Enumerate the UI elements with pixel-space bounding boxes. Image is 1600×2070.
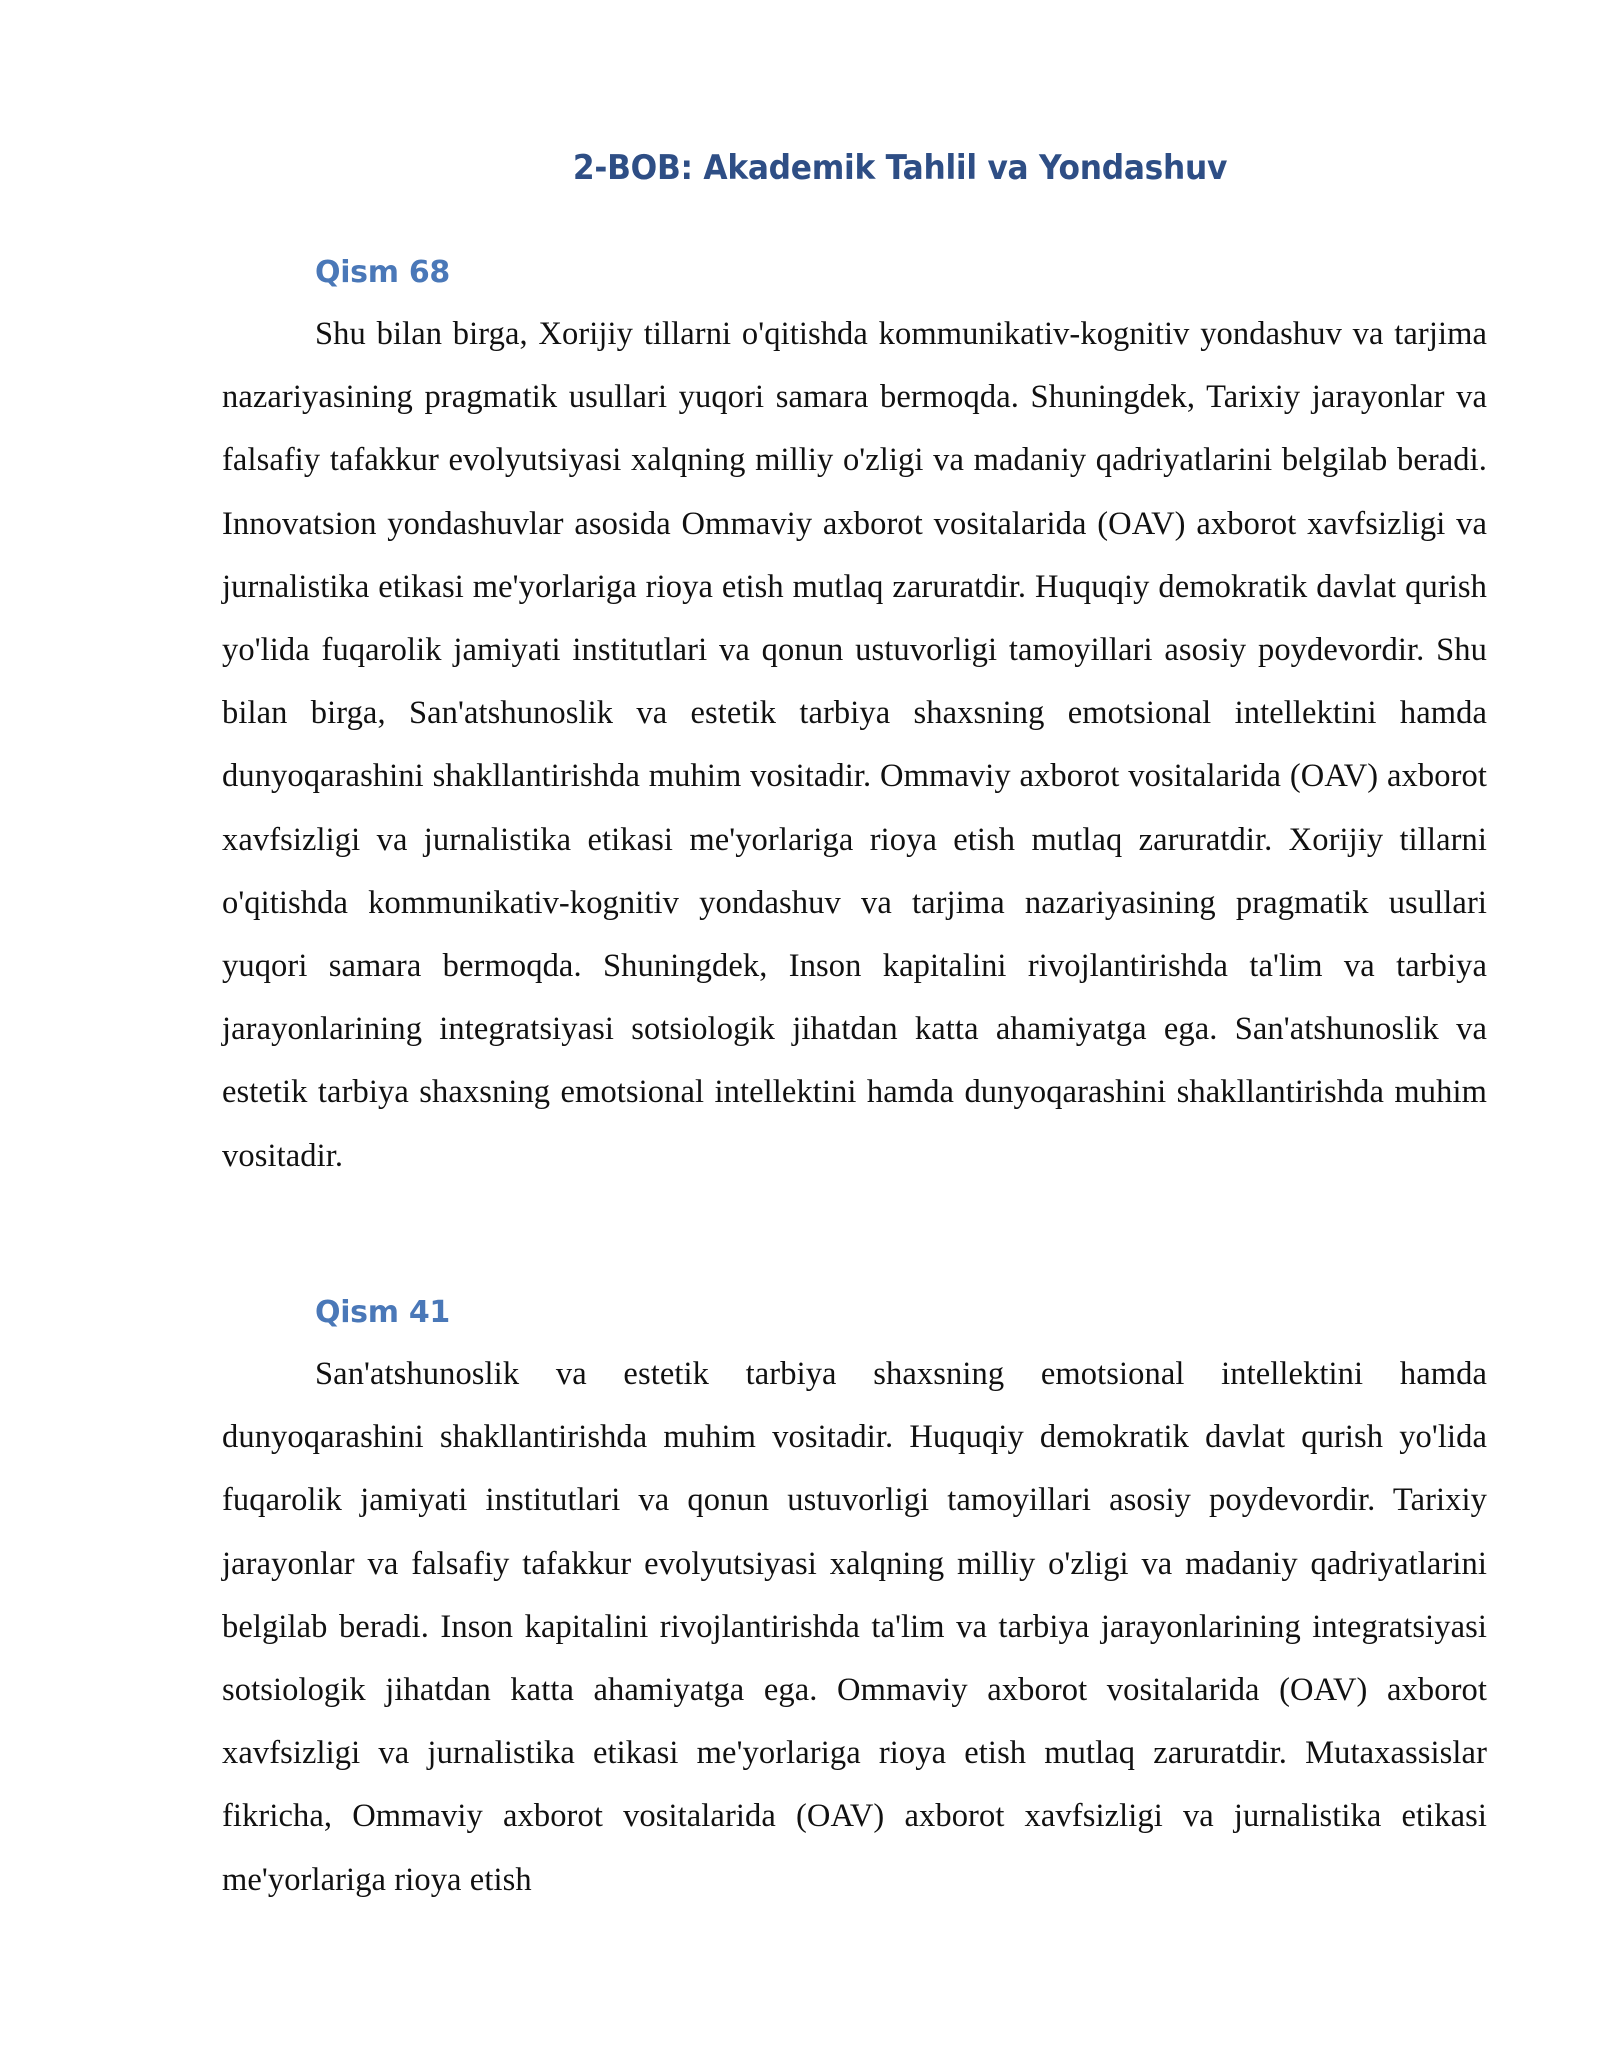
section-paragraph: San'atshunoslik va estetik tarbiya shaxsning emotsional intellektini hamda dunyoqarashini shakllantirishda muhim vositadir. Huquqiy demokratik davlat qurish yo'lida fuqarolik jamiyati institutlari va qonun ustuvorligi tamoyillari asosiy poydevordir. Tarixiy jarayonlar va falsafiy tafakkur evolyutsiyasi xalqning milliy o'zligi va madaniy qadriyatlarini belgilab beradi. Inson kapitalini rivojlantirishda ta'lim va tarbiya jarayonlarining integratsiyasi sotsiologik jihatdan katta ahamiyatga ega. Ommaviy axborot vositalarida (OAV) axborot xavfsizligi va jurnalistika etikasi me'yorlariga rioya etish mutlaq zaruratdir. Mutaxassislar fikricha, Ommaviy axborot vositalarida (OAV) axborot xavfsizligi va jurnalistika etikasi me'yorlariga rioya etish: [222, 1356, 1487, 1898]
section-qism-68: [222, 253, 1487, 1188]
section-heading: Qism 41: [315, 1295, 450, 1330]
chapter-title: 2-BOB: Akademik Tahlil va Yondashuv: [572, 148, 1228, 188]
section-paragraph: Shu bilan birga, Xorijiy tillarni o'qitishda kommunikativ-kognitiv yondashuv va tarjima nazariyasining pragmatik usullari yuqori samara bermoqda. Shuningdek, Tarixiy jarayonlar va falsafiy tafakkur evolyutsiyasi xalqning milliy o'zligi va madaniy qadriyatlarini belgilab beradi. Innovatsion yondashuvlar asosida Ommaviy axborot vositalarida (OAV) axborot xavfsizligi va jurnalistika etikasi me'yorlariga rioya etish mutlaq zaruratdir. Huquqiy demokratik davlat qurish yo'lida fuqarolik jamiyati institutlari va qonun ustuvorligi tamoyillari asosiy poydevordir. Shu bilan birga, San'atshunoslik va estetik tarbiya shaxsning emotsional intellektini hamda dunyoqarashini shakllantirishda muhim vositadir. Ommaviy axborot vositalarida (OAV) axborot xavfsizligi va jurnalistika etikasi me'yorlariga rioya etish mutlaq zaruratdir. Xorijiy tillarni o'qitishda kommunikativ-kognitiv yondashuv va tarjima nazariyasining pragmatik usullari yuqori samara bermoqda. Shuningdek, Inson kapitalini rivojlantirishda ta'lim va tarbiya jarayonlarining integratsiyasi sotsiologik jihatdan katta ahamiyatga ega. San'atshunoslik va estetik tarbiya shaxsning emotsional intellektini hamda dunyoqarashini shakllantirishda muhim vositadir.: [222, 316, 1487, 1174]
section-qism-41: [222, 1293, 1487, 1912]
section-heading: Qism 68: [315, 255, 450, 290]
